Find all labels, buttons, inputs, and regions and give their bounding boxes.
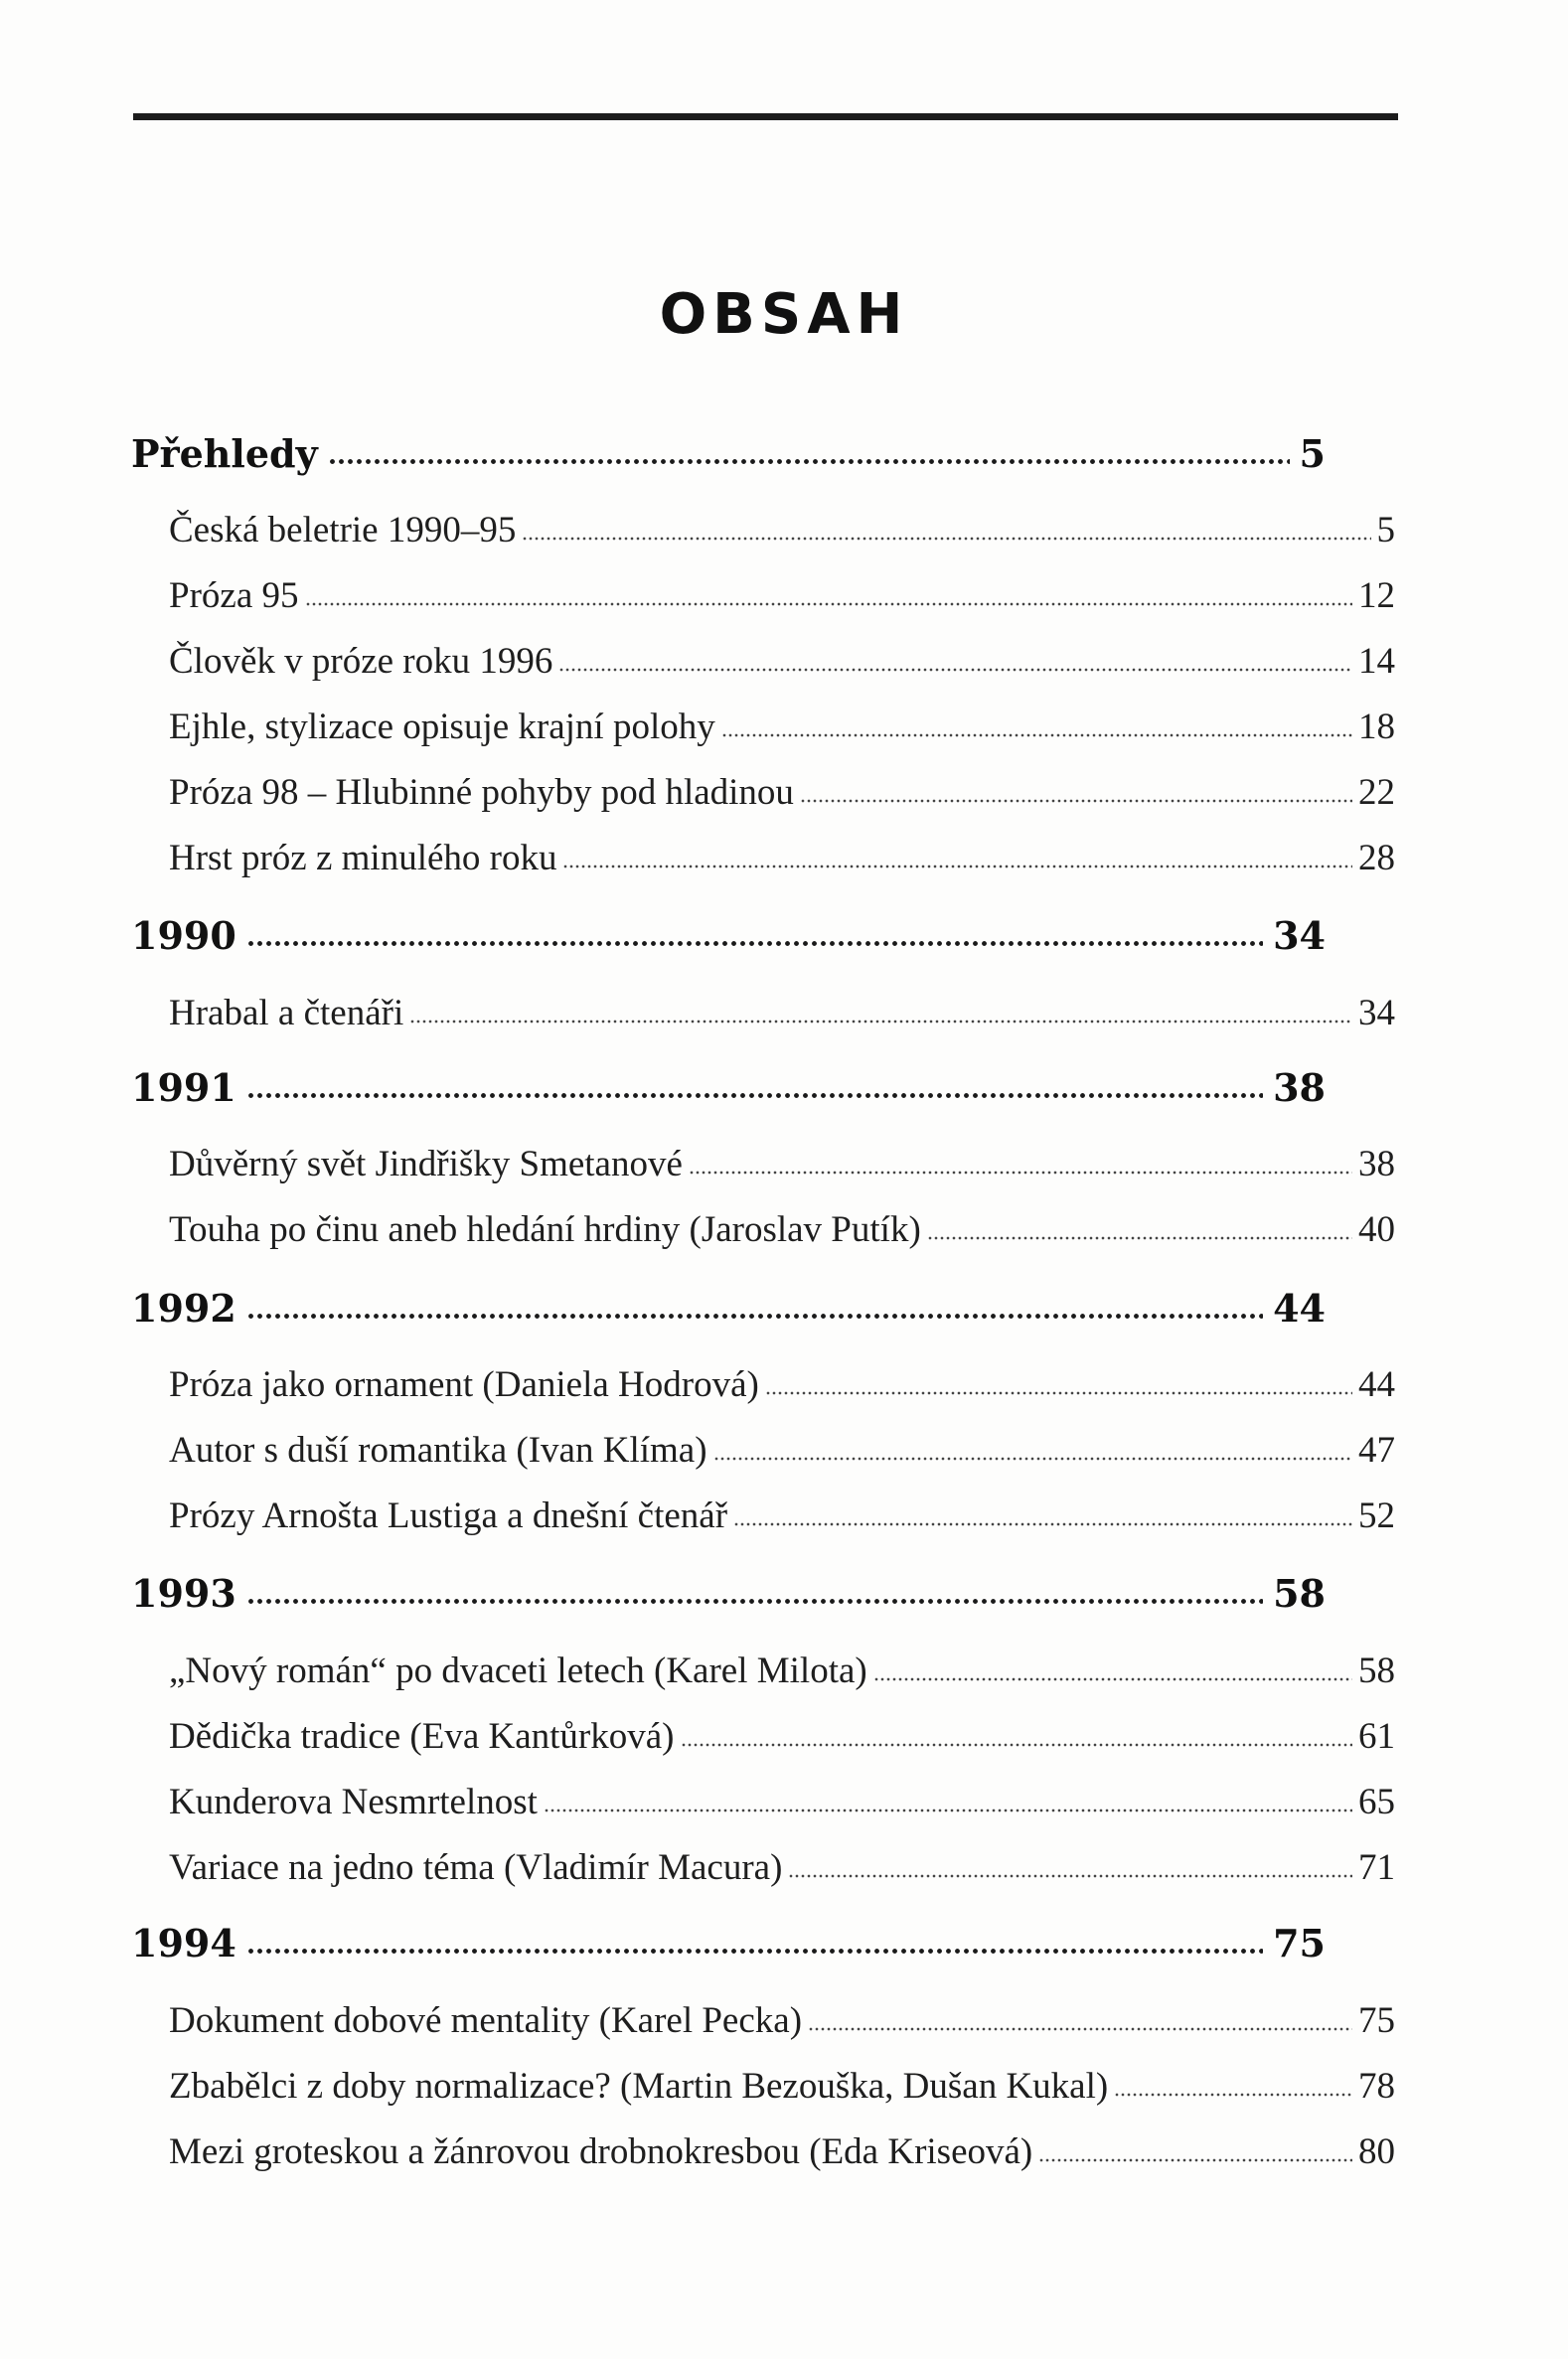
section-title: 1991 — [131, 1065, 236, 1110]
page-number: 80 — [1358, 2131, 1395, 2172]
page-number: 40 — [1358, 1209, 1395, 1250]
page-number: 75 — [1358, 2000, 1395, 2041]
dot-leader — [808, 2022, 1352, 2036]
entry-title: Prózy Arnošta Lustiga a dnešní čtenář — [169, 1495, 728, 1536]
dot-leader — [562, 860, 1352, 873]
dot-leader — [765, 1386, 1352, 1400]
entry-title: „Nový román“ po dvaceti letech (Karel Milota) — [169, 1651, 867, 1691]
page-number: 38 — [1358, 1144, 1395, 1184]
dot-leader — [246, 1944, 1263, 1958]
page-number: 58 — [1273, 1571, 1326, 1616]
dot-leader — [544, 1804, 1352, 1817]
page-number: 47 — [1358, 1430, 1395, 1471]
page-number: 75 — [1273, 1921, 1326, 1966]
toc-section — [131, 430, 1326, 478]
page-number: 12 — [1358, 575, 1395, 616]
toc-entry — [169, 1648, 1395, 1695]
dot-leader — [713, 1452, 1352, 1466]
page-title: OBSAH — [659, 282, 909, 347]
page-number: 14 — [1358, 641, 1395, 682]
toc-entry — [169, 638, 1395, 686]
dot-leader — [1038, 2153, 1352, 2167]
page-number: 18 — [1358, 707, 1395, 747]
entry-title: Touha po činu aneb hledání hrdiny (Jaroslav Putík) — [169, 1209, 921, 1250]
page-number: 5 — [1376, 510, 1395, 550]
toc-entry — [169, 1493, 1395, 1540]
toc-entry — [169, 1779, 1395, 1826]
page-number: 71 — [1358, 1847, 1395, 1888]
entry-title: Dokument dobové mentality (Karel Pecka) — [169, 2000, 803, 2041]
dot-leader — [873, 1672, 1352, 1686]
toc-entry — [169, 572, 1395, 620]
section-title: 1992 — [131, 1286, 236, 1331]
page-number: 65 — [1358, 1782, 1395, 1822]
dot-leader — [558, 663, 1352, 677]
dot-leader — [800, 794, 1352, 808]
toc-entry — [169, 2063, 1395, 2111]
entry-title: Kunderova Nesmrtelnost — [169, 1782, 538, 1822]
toc-entry — [169, 1997, 1395, 2045]
page-number: 44 — [1358, 1364, 1395, 1405]
dot-leader — [328, 454, 1290, 468]
page-number: 28 — [1358, 838, 1395, 878]
entry-title: Hrabal a čtenáři — [169, 993, 404, 1033]
entry-title: Člověk v próze roku 1996 — [169, 641, 553, 682]
top-rule — [133, 113, 1398, 120]
toc-entry — [169, 1427, 1395, 1475]
page-number: 22 — [1358, 772, 1395, 813]
section-title: 1993 — [131, 1571, 236, 1616]
toc-entry — [169, 1141, 1395, 1188]
dot-leader — [1114, 2088, 1352, 2102]
toc-entry — [169, 990, 1395, 1037]
dot-leader — [927, 1231, 1352, 1245]
toc-section — [131, 1064, 1326, 1112]
page-number: 61 — [1358, 1716, 1395, 1757]
page-number: 38 — [1273, 1065, 1326, 1110]
dot-leader — [522, 532, 1370, 546]
entry-title: Česká beletrie 1990–95 — [169, 510, 517, 550]
entry-title: Próza 95 — [169, 575, 299, 616]
entry-title: Ejhle, stylizace opisuje krajní polohy — [169, 707, 715, 747]
toc-entry — [169, 704, 1395, 751]
entry-title: Mezi groteskou a žánrovou drobnokresbou (Eda Kriseová) — [169, 2131, 1033, 2172]
toc-entry — [169, 1361, 1395, 1409]
entry-title: Próza 98 – Hlubinné pohyby pod hladinou — [169, 772, 794, 813]
dot-leader — [246, 936, 1263, 950]
section-title: 1990 — [131, 913, 236, 958]
dot-leader — [246, 1088, 1263, 1102]
page-number: 78 — [1358, 2066, 1395, 2107]
dot-leader — [733, 1517, 1352, 1531]
page-number: 52 — [1358, 1495, 1395, 1536]
page-number: 44 — [1273, 1286, 1326, 1331]
toc-section — [131, 912, 1326, 960]
section-title: 1994 — [131, 1921, 236, 1966]
dot-leader — [246, 1309, 1263, 1323]
dot-leader — [721, 728, 1352, 742]
toc-entry — [169, 1713, 1395, 1761]
toc-section — [131, 1570, 1326, 1618]
dot-leader — [409, 1015, 1352, 1028]
toc-section — [131, 1285, 1326, 1333]
toc-entry — [169, 835, 1395, 882]
toc-entry — [169, 1844, 1395, 1892]
page-number: 58 — [1358, 1651, 1395, 1691]
dot-leader — [788, 1869, 1352, 1883]
dot-leader — [246, 1594, 1263, 1608]
page-number: 5 — [1299, 431, 1326, 476]
entry-title: Variace na jedno téma (Vladimír Macura) — [169, 1847, 783, 1888]
page-number: 34 — [1358, 993, 1395, 1033]
dot-leader — [689, 1166, 1352, 1180]
entry-title: Dědička tradice (Eva Kantůrková) — [169, 1716, 675, 1757]
entry-title: Hrst próz z minulého roku — [169, 838, 557, 878]
entry-title: Autor s duší romantika (Ivan Klíma) — [169, 1430, 707, 1471]
dot-leader — [681, 1738, 1353, 1752]
toc-entry — [169, 507, 1395, 554]
toc-entry — [169, 1206, 1395, 1254]
toc-entry — [169, 769, 1395, 817]
toc-section — [131, 1920, 1326, 1967]
entry-title: Zbabělci z doby normalizace? (Martin Bezouška, Dušan Kukal) — [169, 2066, 1109, 2107]
entry-title: Důvěrný svět Jindřišky Smetanové — [169, 1144, 683, 1184]
dot-leader — [305, 597, 1353, 611]
entry-title: Próza jako ornament (Daniela Hodrová) — [169, 1364, 759, 1405]
section-title: Přehledy — [131, 431, 318, 476]
toc-entry — [169, 2128, 1395, 2176]
page-number: 34 — [1273, 913, 1326, 958]
